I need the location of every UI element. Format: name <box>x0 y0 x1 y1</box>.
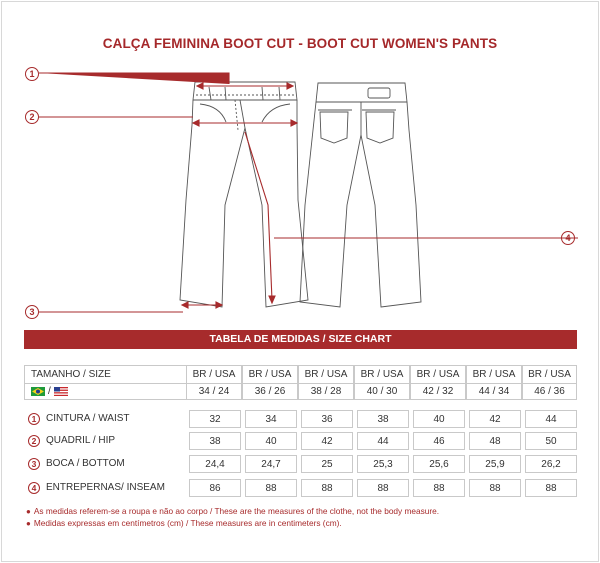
size-value: 42 / 32 <box>410 383 466 400</box>
col-header: BR / USA <box>466 365 522 384</box>
measure-cell: 32 <box>189 410 241 428</box>
row-label: BOCA / BOTTOM <box>46 458 125 469</box>
measure-cell: 26,2 <box>525 455 577 473</box>
measure-cell: 88 <box>301 479 353 497</box>
size-header-cell <box>24 365 187 384</box>
col-header: BR / USA <box>242 365 298 384</box>
size-value: 46 / 36 <box>522 383 577 400</box>
measure-cell: 42 <box>469 410 521 428</box>
usa-flag-icon <box>54 387 68 396</box>
measure-cell: 88 <box>469 479 521 497</box>
footnote-text: As medidas referem-se a roupa e não ao corpo / These are the measures of the clothe, not the body measure. <box>33 506 440 516</box>
measure-cell: 88 <box>245 479 297 497</box>
row-label: QUADRIL / HIP <box>46 435 116 446</box>
measure-cell: 40 <box>413 410 465 428</box>
footnote: ● As medidas referem-se a roupa e não ao corpo / These are the measures of the clothe, not the body measure. <box>26 506 440 516</box>
size-value: 40 / 30 <box>354 383 410 400</box>
measure-cell: 24,4 <box>189 455 241 473</box>
size-value: 34 / 24 <box>186 383 242 400</box>
col-header: BR / USA <box>298 365 354 384</box>
flags-cell <box>24 383 187 400</box>
measure-cell: 50 <box>525 432 577 450</box>
marker-3: 3 <box>25 305 39 319</box>
footnote: ● Medidas expressas em centímetros (cm) / These measures are in centimeters (cm). <box>26 518 342 528</box>
measure-cell: 88 <box>357 479 409 497</box>
marker-4: 4 <box>561 231 575 245</box>
col-header: BR / USA <box>354 365 410 384</box>
measure-cell: 25,3 <box>357 455 409 473</box>
size-header-label: TAMANHO / SIZE <box>31 369 111 380</box>
col-header: BR / USA <box>186 365 242 384</box>
size-value: 44 / 34 <box>466 383 522 400</box>
measure-cell: 44 <box>357 432 409 450</box>
marker-2: 2 <box>25 110 39 124</box>
measure-cell: 25 <box>301 455 353 473</box>
row-number-badge: 1 <box>28 413 40 425</box>
footnote-text: Medidas expressas em centímetros (cm) / These measures are in centimeters (cm). <box>33 518 342 528</box>
measure-cell: 44 <box>525 410 577 428</box>
page-title: CALÇA FEMININA BOOT CUT - BOOT CUT WOMEN'S PANTS <box>102 36 498 51</box>
measure-cell: 88 <box>413 479 465 497</box>
measure-cell: 25,6 <box>413 455 465 473</box>
measure-cell: 36 <box>301 410 353 428</box>
row-number-badge: 2 <box>28 435 40 447</box>
size-value: 36 / 26 <box>242 383 298 400</box>
measure-cell: 38 <box>357 410 409 428</box>
row-label: CINTURA / WAIST <box>46 413 130 424</box>
flag-separator: / <box>48 386 51 397</box>
measure-cell: 40 <box>245 432 297 450</box>
measure-cell: 34 <box>245 410 297 428</box>
row-number-badge: 4 <box>28 482 40 494</box>
measure-cell: 42 <box>301 432 353 450</box>
marker-1: 1 <box>25 67 39 81</box>
measure-cell: 48 <box>469 432 521 450</box>
measure-cell: 46 <box>413 432 465 450</box>
measure-cell: 24,7 <box>245 455 297 473</box>
row-number-badge: 3 <box>28 458 40 470</box>
measure-cell: 25,9 <box>469 455 521 473</box>
row-label: ENTREPERNAS/ INSEAM <box>46 482 165 493</box>
measure-cell: 38 <box>189 432 241 450</box>
measure-cell: 88 <box>525 479 577 497</box>
size-chart-banner: TABELA DE MEDIDAS / SIZE CHART <box>24 330 577 349</box>
col-header: BR / USA <box>410 365 466 384</box>
col-header: BR / USA <box>522 365 577 384</box>
measure-cell: 86 <box>189 479 241 497</box>
size-value: 38 / 28 <box>298 383 354 400</box>
brazil-flag-icon <box>31 387 45 396</box>
